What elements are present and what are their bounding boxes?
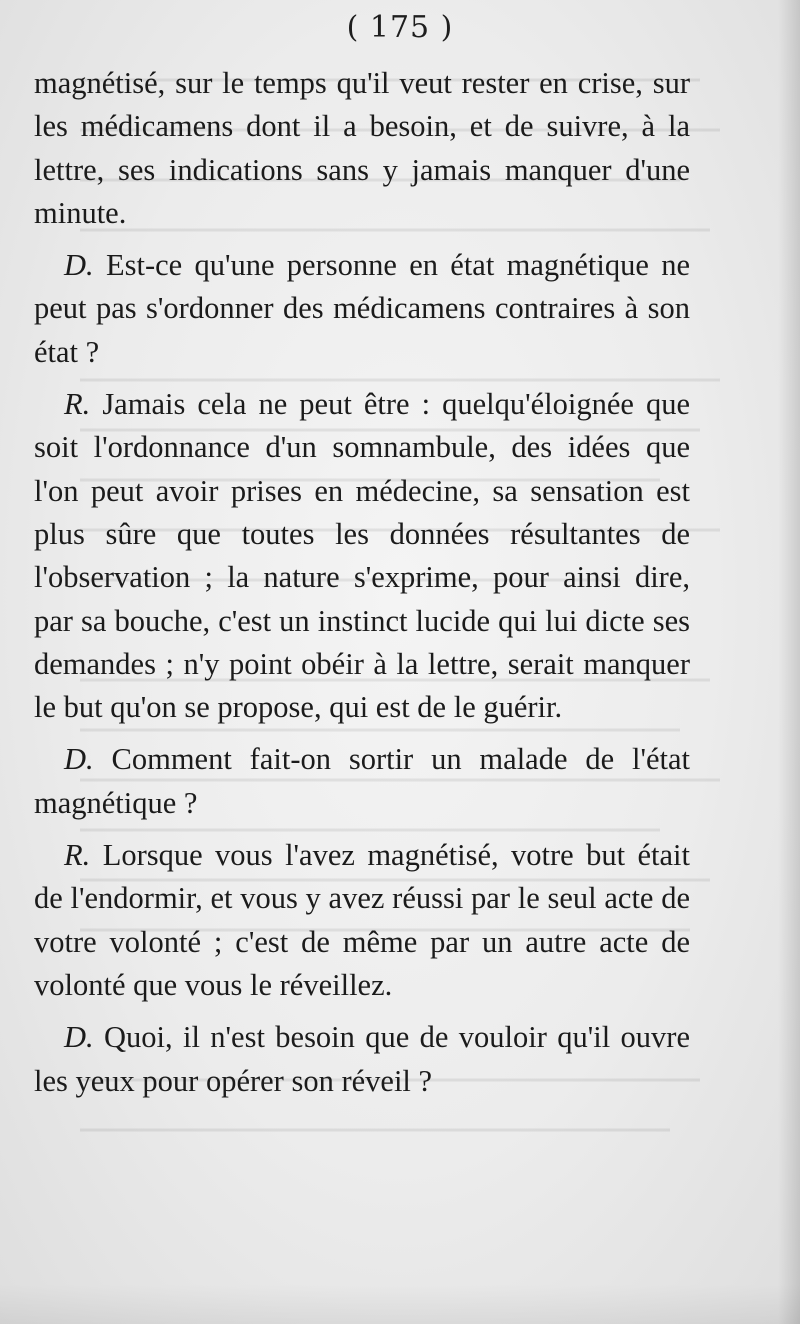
paragraph-text: Jamais cela ne peut être : quelqu'éloignée que soit l'ordonnance d'un somnambule, des idées que l'on peut avoir prises en médecine, sa sensation est plus sûre que toutes les données résultantes de l'observation ; la nature s'exprime, pour ainsi dire, par sa bouche, c'est un instinct lucide qui lui dicte ses demandes ; n'y point obéir à la lettre, serait manquer le but qu'on se propose, qui est de le guérir. (34, 387, 691, 725)
paragraph-text: magnétisé, sur le temps qu'il veut rester en crise, sur les médicamens dont il a besoin, et de suivre, à la lettre, ses indications sans y jamais manquer d'une minute. (34, 66, 690, 230)
paragraph-answer (34, 834, 690, 1007)
page-bottom-shade (0, 1284, 800, 1324)
paragraph-text: Lorsque vous l'avez magnétisé, votre but était de l'endormir, et vous y avez réussi par le seul acte de votre volonté ; c'est de même par un autre acte de volonté que vous le réveillez. (34, 838, 691, 1002)
speaker-label: R. (64, 838, 91, 873)
paragraph-question (34, 738, 690, 825)
paragraph-text: Est-ce qu'une personne en état magnétique ne peut pas s'ordonner des médicamens contraires à son état ? (34, 248, 690, 369)
speaker-label: D. (64, 248, 94, 283)
speaker-label: D. (64, 742, 94, 777)
paragraph-answer (34, 383, 690, 729)
speaker-label: R. (64, 387, 91, 422)
paragraph-question (34, 244, 690, 374)
paragraph-question (34, 1016, 690, 1103)
paragraph-text: Quoi, il n'est besoin que de vouloir qu'il ouvre les yeux pour opérer son réveil ? (34, 1020, 690, 1098)
page-number: ( 175 ) (346, 10, 454, 45)
paragraph-text: Comment fait-on sortir un malade de l'état magnétique ? (34, 742, 690, 820)
page-edge-shadow (778, 0, 800, 1324)
speaker-label: D. (64, 1020, 94, 1055)
paragraph-continuation (34, 62, 690, 235)
body-text (34, 62, 690, 1103)
